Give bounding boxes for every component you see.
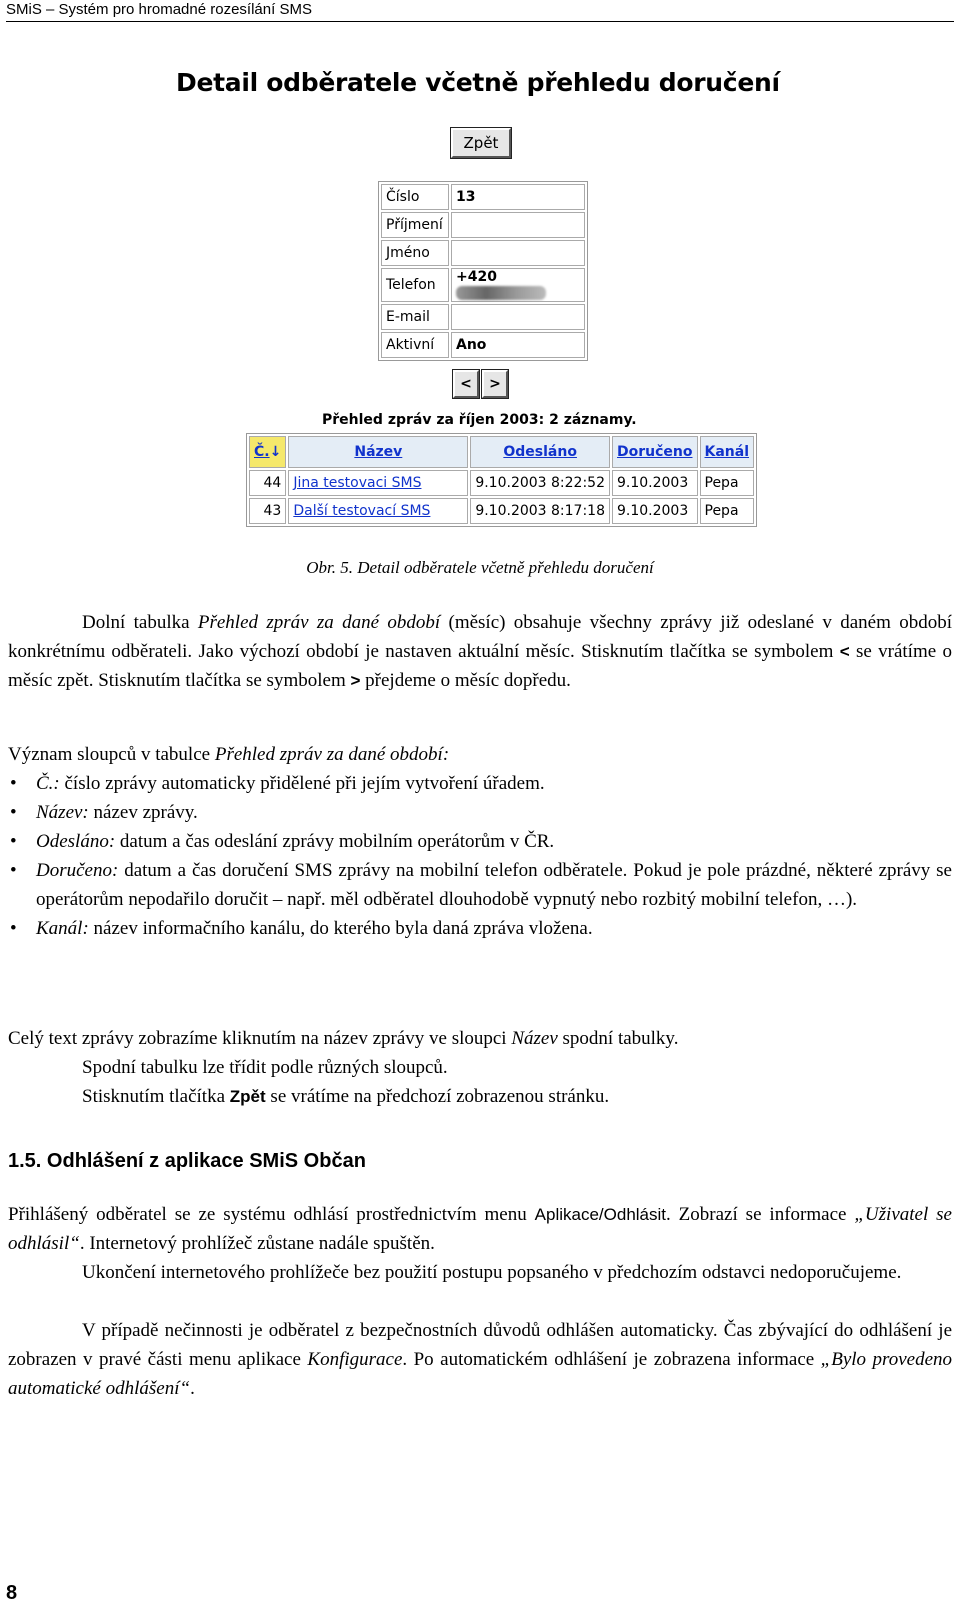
columns-list xyxy=(8,769,952,943)
cell-sent: 9.10.2003 8:22:52 xyxy=(470,470,610,496)
cell-channel: Pepa xyxy=(700,470,755,496)
list-item: • Č.: číslo zprávy automaticky přidělené při jejím vytvoření úřadem. xyxy=(8,769,952,798)
section-heading: 1.5. Odhlášení z aplikace SMiS Občan xyxy=(8,1150,366,1172)
col-sent-link[interactable]: Odesláno xyxy=(503,444,577,460)
table-header xyxy=(249,436,754,468)
detail-row xyxy=(381,212,585,238)
col-channel[interactable] xyxy=(700,436,755,468)
figure-title: Detail odběratele včetně přehledu doručení xyxy=(176,68,780,97)
columns-intro: Význam sloupců v tabulce Přehled zpráv za dané období: xyxy=(8,744,450,765)
col-channel-link[interactable]: Kanál xyxy=(704,444,750,460)
running-header: SMiS – Systém pro hromadné rozesílání SMS xyxy=(6,1,312,18)
col-sent[interactable] xyxy=(470,436,610,468)
phone-value xyxy=(451,268,585,302)
paragraph-overview: Dolní tabulka Přehled zpráv za dané období (měsíc) obsahuje všechny zprávy již odeslané v daném období konkrétnímu odběrateli. Jako výchozí období je nastaven aktuální měsíc. Stisknutím tlačítka se symbolem < se vrátíme o měsíc zpět. Stisknutím tlačítka se symbolem > přejdeme o měsíc dopředu. xyxy=(8,612,952,691)
paragraph-auto-logout: V případě nečinnosti je odběratel z bezpečnostních důvodů odhlášen automaticky. Čas zbývající do odhlášení je zobrazen v pravé části menu aplikace Konfigurace. Po automatickém odhlášení je zobrazena informace „Bylo provedeno automatické odhlášení“. xyxy=(8,1320,952,1399)
paragraph-logout: Přihlášený odběratel se ze systému odhlásí prostřednictvím menu Aplikace/Odhlásit. Zobrazí se informace „Uživatel se odhlásil“. Internetový prohlížeč zůstane nadále spuštěn. xyxy=(8,1204,952,1254)
col-delivered[interactable] xyxy=(612,436,698,468)
overview-title: Přehled zpráv za říjen 2003: 2 záznamy. xyxy=(322,412,637,428)
detail-value: 13 xyxy=(451,184,585,210)
detail-row xyxy=(381,332,585,358)
paragraph-back: Stisknutím tlačítka Zpět se vrátíme na předchozí zobrazenou stránku. xyxy=(82,1086,610,1107)
subscriber-detail-table xyxy=(378,181,588,361)
message-link[interactable]: Další testovací SMS xyxy=(293,503,431,519)
messages-table xyxy=(246,433,757,527)
detail-row xyxy=(381,304,585,330)
list-item: • Doručeno: datum a čas doručení SMS zprávy na mobilní telefon odběratele. Pokud je pole prázdné, některé zprávy se operátorům nepodařilo doručit – např. měl odběratel dlouhodobě vypnutý nebo rozbitý mobilní telefon, …). xyxy=(8,856,952,914)
table-row xyxy=(249,498,754,524)
detail-key: E-mail xyxy=(381,304,449,330)
col-delivered-link[interactable]: Doručeno xyxy=(617,444,693,460)
cell-number: 44 xyxy=(249,470,286,496)
figure-caption: Obr. 5. Detail odběratele včetně přehledu doručení xyxy=(306,558,654,577)
detail-row xyxy=(381,268,585,302)
detail-value: Ano xyxy=(451,332,585,358)
detail-row xyxy=(381,184,585,210)
detail-key: Jméno xyxy=(381,240,449,266)
back-button[interactable]: Zpět xyxy=(451,128,511,158)
list-item: • Název: název zprávy. xyxy=(8,798,952,827)
col-number-link[interactable]: Č. xyxy=(254,444,270,460)
cell-name xyxy=(288,470,468,496)
cell-delivered: 9.10.2003 xyxy=(612,498,698,524)
list-item: • Odesláno: datum a čas odeslání zprávy mobilním operátorům v ČR. xyxy=(8,827,952,856)
page-number: 8 xyxy=(6,1582,18,1604)
cell-name xyxy=(288,498,468,524)
arrow-down-icon: ↓ xyxy=(269,444,282,460)
cell-delivered: 9.10.2003 xyxy=(612,470,698,496)
paragraph-browser: Ukončení internetového prohlížeče bez použití postupu popsaného v předchozím odstavci nedoporučujeme. xyxy=(82,1262,902,1283)
table-row xyxy=(249,470,754,496)
detail-row xyxy=(381,240,585,266)
list-item: • Kanál: název informačního kanálu, do kterého byla daná zpráva vložena. xyxy=(8,914,952,943)
detail-key: Číslo xyxy=(381,184,449,210)
message-link[interactable]: Jina testovaci SMS xyxy=(293,475,422,491)
cell-channel: Pepa xyxy=(700,498,755,524)
col-number[interactable] xyxy=(249,436,286,468)
paragraph-sorting: Spodní tabulku lze třídit podle různých sloupců. xyxy=(82,1057,448,1078)
detail-key: Příjmení xyxy=(381,212,449,238)
phone-prefix: +420 xyxy=(456,269,497,285)
col-name-link[interactable]: Název xyxy=(354,444,403,460)
detail-value xyxy=(451,212,585,238)
detail-value xyxy=(451,240,585,266)
cell-sent: 9.10.2003 8:17:18 xyxy=(470,498,610,524)
detail-value xyxy=(451,304,585,330)
detail-key: Aktivní xyxy=(381,332,449,358)
col-name[interactable] xyxy=(288,436,468,468)
prev-month-button[interactable]: < xyxy=(453,370,479,398)
cell-number: 43 xyxy=(249,498,286,524)
redacted-phone xyxy=(456,286,546,300)
figure-screenshot xyxy=(0,0,960,540)
paragraph-full-text: Celý text zprávy zobrazíme kliknutím na název zprávy ve sloupci Název spodní tabulky. xyxy=(8,1028,679,1049)
detail-key: Telefon xyxy=(381,268,449,302)
next-month-button[interactable]: > xyxy=(482,370,508,398)
